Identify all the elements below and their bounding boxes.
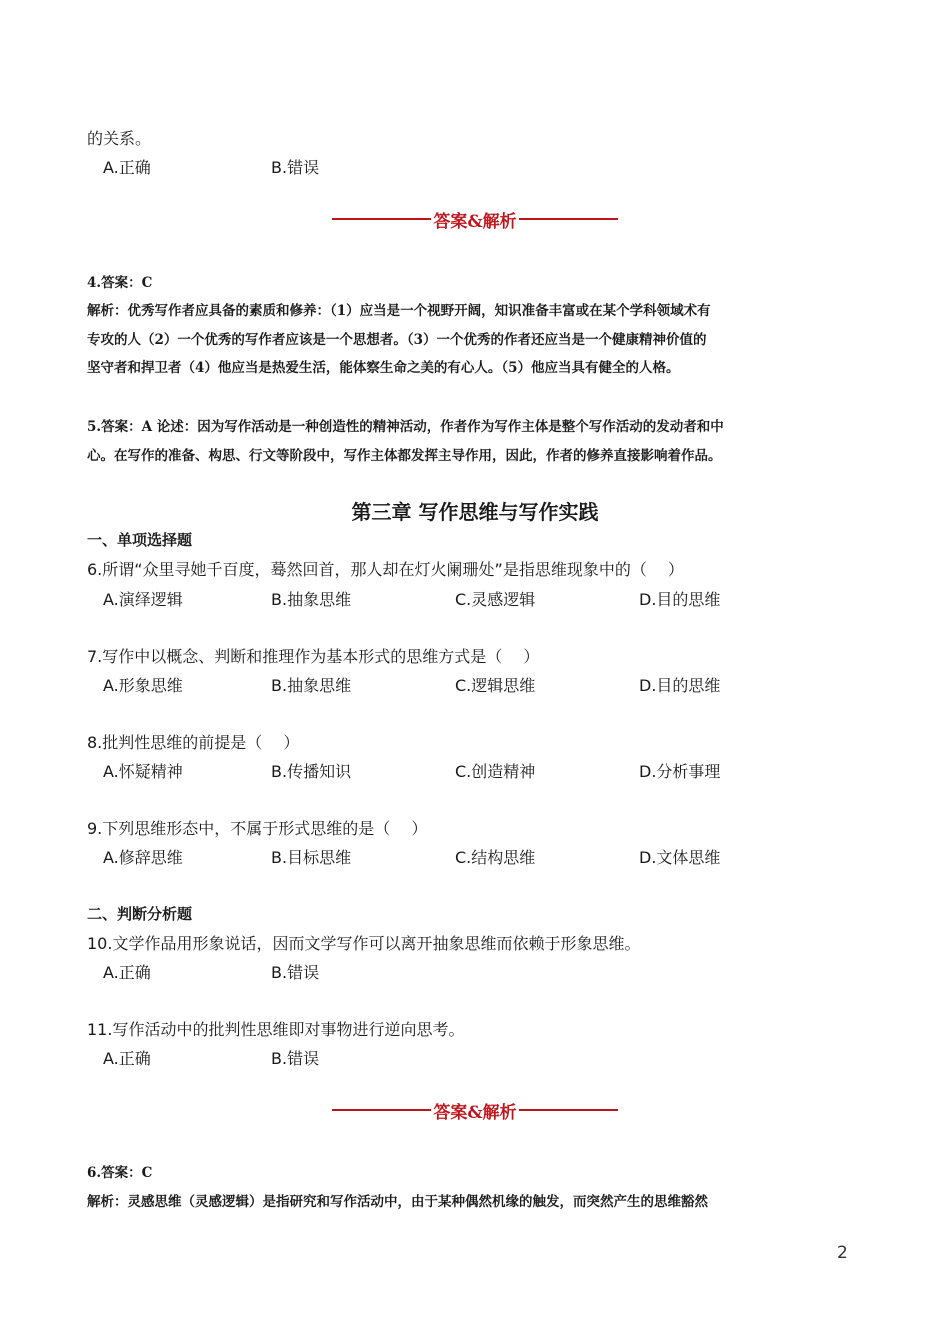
option-c[interactable]: C.逻辑思维 (455, 676, 536, 695)
option-d[interactable]: D.分析事理 (639, 762, 721, 781)
page-number: 2 (837, 1243, 848, 1263)
option-a[interactable]: A.修辞思维 (103, 848, 183, 867)
option-a[interactable]: A.正确 (103, 158, 151, 177)
answer-6-head: 6.答案：C (87, 1165, 153, 1181)
option-a[interactable]: A.形象思维 (103, 676, 183, 695)
answer-divider (332, 1099, 618, 1121)
option-d[interactable]: D.目的思维 (639, 676, 721, 695)
question-stem: 9.下列思维形态中，不属于形式思维的是（ ） (87, 819, 428, 838)
answer-5-line: 5.答案：A 论述：因为写作活动是一种创造性的精神活动，作者作为写作主体是整个写作活动的发动者和中 (87, 419, 724, 435)
answer-5-line: 心。在写作的准备、构思、行文等阶段中，写作主体都发挥主导作用，因此，作者的修养直接影响着作品。 (87, 448, 722, 464)
question-continuation: 的关系。 (87, 129, 152, 148)
option-c[interactable]: C.创造精神 (455, 762, 536, 781)
option-b[interactable]: B.抽象思维 (271, 590, 352, 609)
option-a[interactable]: A.正确 (103, 1049, 151, 1068)
answer-4-line: 坚守者和捍卫者（4）他应当是热爱生活，能体察生命之美的有心人。（5）他应当具有健全的人格。 (87, 360, 680, 376)
answer-divider-label: 答案&解析 (433, 211, 517, 232)
section-heading: 二、判断分析题 (87, 905, 193, 923)
answer-divider-label: 答案&解析 (433, 1102, 517, 1123)
option-b[interactable]: B.错误 (271, 963, 320, 982)
option-c[interactable]: C.灵感逻辑 (455, 590, 536, 609)
option-c[interactable]: C.结构思维 (455, 848, 536, 867)
option-d[interactable]: D.目的思维 (639, 590, 721, 609)
answer-divider (332, 208, 618, 230)
question-stem: 11.写作活动中的批判性思维即对事物进行逆向思考。 (87, 1020, 465, 1039)
option-b[interactable]: B.错误 (271, 1049, 320, 1068)
option-a[interactable]: A.正确 (103, 963, 151, 982)
question-stem: 7.写作中以概念、判断和推理作为基本形式的思维方式是（ ） (87, 647, 540, 666)
answer-6-line: 解析：灵感思维（灵感逻辑）是指研究和写作活动中，由于某种偶然机缘的触发，而突然产生的思维豁然 (87, 1194, 708, 1210)
option-b[interactable]: B.抽象思维 (271, 676, 352, 695)
question-stem: 8.批判性思维的前提是（ ） (87, 733, 300, 752)
answer-4-line: 解析：优秀写作者应具备的素质和修养：（1）应当是一个视野开阔，知识准备丰富或在某个学科领域术有 (87, 303, 711, 319)
answer-4-head: 4.答案：C (87, 275, 153, 291)
question-stem: 6.所谓“众里寻她千百度，蓦然回首，那人却在灯火阑珊处”是指思维现象中的（ ） (87, 560, 684, 579)
section-heading: 一、单项选择题 (87, 531, 193, 549)
option-b[interactable]: B.错误 (271, 158, 320, 177)
answer-4-line: 专攻的人（2）一个优秀的写作者应该是一个思想者。（3）一个优秀的作者还应当是一个健康精神价值的 (87, 332, 707, 348)
option-a[interactable]: A.怀疑精神 (103, 762, 183, 781)
option-b[interactable]: B.目标思维 (271, 848, 352, 867)
question-stem: 10.文学作品用形象说话，因而文学写作可以离开抽象思维而依赖于形象思维。 (87, 934, 641, 953)
option-b[interactable]: B.传播知识 (271, 762, 352, 781)
option-a[interactable]: A.演绎逻辑 (103, 590, 183, 609)
chapter-title: 第三章 写作思维与写作实践 (351, 500, 599, 524)
option-d[interactable]: D.文体思维 (639, 848, 721, 867)
